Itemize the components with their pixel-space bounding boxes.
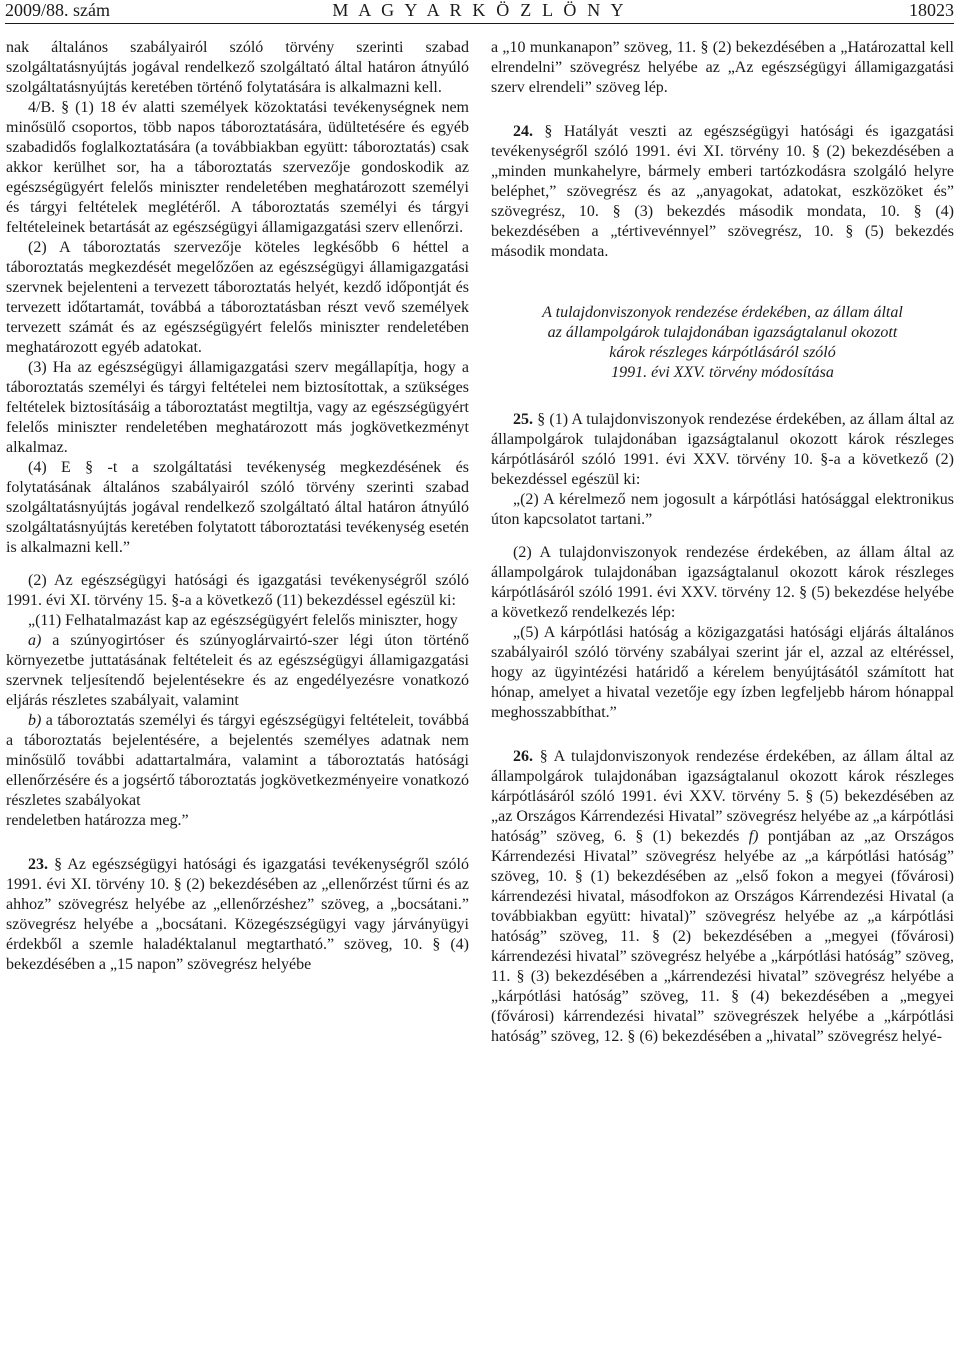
paragraph (491, 747, 954, 1047)
section-title (491, 303, 954, 383)
section-title-line: az állampolgárok tulajdonában igazságtalanul okozott (547, 324, 898, 341)
header-rule (5, 23, 954, 24)
page-header (5, 0, 954, 22)
paragraph: (2) A tulajdonviszonyok rendezése érdekében, az állam által az állampolgárok tulajdonában igazságtalanul okozott károk részleges kárpótlásáról szóló 1991. évi XXV. törvény 12. § (5) bekezdése helyébe a következő rendelkezés lép: (491, 544, 954, 621)
right-column (491, 38, 954, 1047)
section-number: 26. (513, 748, 533, 765)
paragraph: (2) A táboroztatás szervezője köteles legkésőbb 6 héttel a táboroztatás megkezdését megelőzően az egészségügyi államigazgatási szervnek bejelenteni a tervezett táboroztatás helyét, kezdő időpontját és tervezett időtartamát, továbbá a táboroztatásban részt vevő személyek tervezett számát és az egészségügyért felelős miniszter rendeletében meghatározott egyéb adatokat. (6, 239, 469, 356)
section-title-line: károk részleges kárpótlásáról szóló (609, 344, 836, 361)
paragraph (491, 410, 954, 490)
point-marker: f) (748, 828, 759, 845)
paragraph: nak általános szabályairól szóló törvény szerinti szabad szolgáltatásnyújtás jogával rendelkező szolgáltató által határon átnyúló szolgáltatásnyújtás keretében történő folytatására is alkalmazni kell. (6, 39, 469, 96)
section-text: § A tulajdonviszonyok rendezése érdekében, az állam által az állampolgárok tulajdonában igazságtalanul okozott károk részleges kárpótlásáról szóló 1991. évi XXV. törvény 5. § (5) bekezdésében az „az Országos Kárrendezési Hivatal” szövegrész helyébe az „a kárpótlási hatóság” szöveg, 6. § (1) bekezdés (491, 748, 954, 845)
paragraph: (4) E § -t a szolgáltatási tevékenység megkezdésének és folytatásának általános szabályairól szóló törvény szerinti szabad szolgáltatásnyújtás jogával rendelkező szolgáltató által határon átnyúló szolgáltatásnyújtás keretében folytatott táboroztatási tevékenység esetén is alkalmazni kell.” (6, 459, 469, 556)
paragraph: rendeletben határozza meg.” (6, 812, 189, 829)
point-text: a táboroztatás személyi és tárgyi egészségügyi feltételeit, továbbá a táboroztatás bejelentésére, a bejelentés személyes adatnak nem minősülő további adattartalmára, valamint a táboroztatás hatósági ellenőrzésére és a jogsértő táboroztatás jogkövetkezményeire vonatkozó részletes szabályokat (6, 712, 469, 809)
paragraph: „(2) A kérelmező nem jogosult a kárpótlási hatósággal elektronikus úton kapcsolatot tartani.” (491, 491, 954, 528)
paragraph: (2) Az egészségügyi hatósági és igazgatási tevékenységről szóló 1991. évi XI. törvény 15. §-a a következő (11) bekezdéssel egészül ki: (6, 572, 469, 609)
section-title-line: A tulajdonviszonyok rendezése érdekében, az állam által (542, 304, 903, 321)
paragraph (491, 122, 954, 262)
point-marker: b) (28, 712, 42, 729)
section-text: § Az egészségügyi hatósági és igazgatási tevékenységről szóló 1991. évi XI. törvény 10. § (2) bekezdésében az „ellenőrzést tűrni és az ahhoz” szövegrész helyébe az „ellenőrzéshez” szöveg, a „bocsátani.” szövegrész helyébe a „bocsátani. Közegészségügyi vagy járványügyi érdekből a szemle haladéktalanul megtartható.” szöveg, 10. § (4) bekezdésében a „15 napon” szövegrész helyébe (6, 856, 469, 973)
issue-number: 2009/88. szám (5, 0, 110, 20)
section-number: 25. (513, 411, 533, 428)
point-text: a szúnyogirtóser és szúnyoglárvairtó-szer légi úton történő környezetbe juttatásának feltételeit és az egészségügyi államigazgatási szervnek teljesítendő bejelentésekre és az engedélyezésre vonatkozó eljárás részletes szabályait, valamint (6, 632, 469, 709)
section-text: § Hatályát veszti az egészségügyi hatósági és igazgatási tevékenységről szóló 1991. évi XI. törvény 10. § (2) bekezdésében a „minden munkahelyre, bármely emberi tartózkodásra szolgáló helyre beléphet,” szövegrész és az „anyagokat, adatokat, eszközöket és” szövegrész, 10. § (3) bekezdés második mondata, 10. § (4) bekezdésében a „tértivevénnyel” szövegrész, 10. § (5) bekezdés második mondata. (491, 123, 954, 260)
section-text: § (1) A tulajdonviszonyok rendezése érdekében, az állam által az állampolgárok tulajdonában igazságtalanul okozott károk részleges kárpótlásáról szóló 1991. évi XXV. törvény 10. §-a a következő (2) bekezdéssel egészül ki: (491, 411, 954, 488)
section-number: 24. (513, 123, 533, 140)
section-text: pontjában az „az Országos Kárrendezési Hivatal” szövegrész helyébe az „a kárpótlási hatóság” szöveg, 10. § (1) bekezdésében az „első fokon a megyei (fővárosi) kárrendezési hivatal, másodfokon az Országos Kárrendezési Hivatal (a továbbiakban együtt: hivatal)” szövegrész helyébe az „a kárpótlási hatóság” szöveg, 11. § (2) bekezdésében a „megyei (fővárosi) kárrendezési hivatal” szövegrész helyébe a „kárpótlási hatóság” szöveg, 11. § (3) bekezdésében a „kárrendezési hivatal” szövegrész helyébe a „kárpótlási hatóság” szöveg, 11. § (4) bekezdésében a „megyei (fővárosi) kárrendezési hivatal” szövegrészek helyébe a „kárpótlási hatóság” szöveg, 12. § (6) bekezdésében a „hivatal” szövegrész helyé- (491, 828, 955, 1045)
paragraph: „(11) Felhatalmazást kap az egészségügyért felelős miniszter, hogy (28, 612, 458, 629)
journal-title: M A G Y A R K Ö Z L Ö N Y (332, 0, 627, 20)
paragraph (6, 631, 469, 711)
paragraph (6, 711, 469, 811)
left-column (6, 38, 469, 975)
section-title-line: 1991. évi XXV. törvény módosítása (611, 364, 834, 381)
paragraph: (3) Ha az egészségügyi államigazgatási szerv megállapítja, hogy a táboroztatás személyi és tárgyi feltételei nem biztosítottak, a szükséges feltételek biztosításáig a táboroztatást megtiltja, vagy az egészségügyért felelős miniszter rendeletében meghatározott más jogkövetkezményt alkalmaz. (6, 359, 469, 456)
point-marker: a) (28, 632, 42, 649)
page-number: 18023 (909, 0, 954, 20)
section-number: 23. (28, 856, 48, 873)
paragraph: a „10 munkanapon” szöveg, 11. § (2) bekezdésében a „Határozattal kell elrendelni” szövegrész helyébe az „Az egészségügyi államigazgatási szerv elrendeli” szöveg lép. (491, 39, 954, 96)
paragraph: „(5) A kárpótlási hatóság a közigazgatási hatósági eljárás általános szabályairól szóló törvény szabályai szerint jár el, azzal az eltéréssel, hogy az ügyintézési határidő a kérelem benyújtásától számított hat hónap, amelyet a hivatal vezetője egy ízben legfeljebb három hónappal meghosszabbíthat.” (491, 624, 954, 721)
paragraph (6, 855, 469, 975)
paragraph: 4/B. § (1) 18 év alatti személyek közoktatási tevékenységnek nem minősülő csoportos, több napos táboroztatására, üdültetésére és egyéb szabadidős foglalkoztatására (a továbbiakban együtt: táboroztatás) csak akkor kerülhet sor, ha a táboroztatás szervezője gondoskodik az egészségügyért felelős miniszter rendeletében meghatározott személyi és tárgyi feltételek meglétéről. A táboroztatás személyi és tárgyi feltételeinek betartását az egészségügyi államigazgatási szerv ellenőrzi. (6, 99, 469, 236)
